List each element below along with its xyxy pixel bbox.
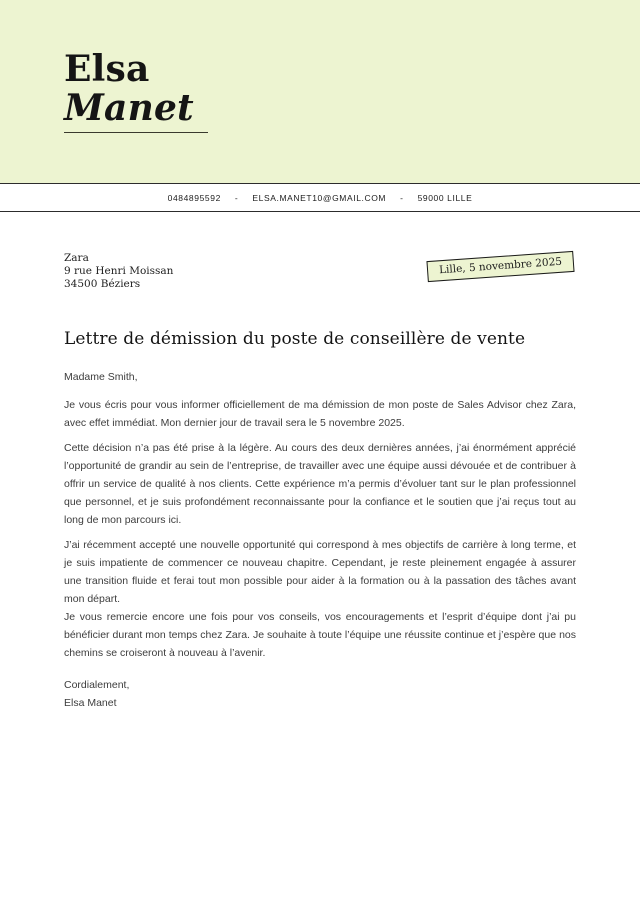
closing-block xyxy=(64,676,576,712)
contact-bar xyxy=(0,183,640,212)
meta-row xyxy=(64,252,576,291)
salutation: Madame Smith, xyxy=(64,371,138,383)
letterhead xyxy=(0,0,640,183)
recipient-city: 34500 Béziers xyxy=(64,278,141,290)
contact-phone: 0484895592 xyxy=(167,192,221,203)
contact-location: 59000 LILLE xyxy=(417,192,473,203)
letter-content xyxy=(0,212,640,712)
contact-separator: - xyxy=(234,192,239,203)
recipient-address xyxy=(64,252,173,291)
sender-name xyxy=(64,50,640,133)
recipient-company: Zara xyxy=(64,252,89,264)
paragraph: Je vous remercie encore une fois pour vos conseils, vos encouragements et l’esprit d’équipe dont j’ai pu bénéficier durant mon temps chez Zara. Je souhaite à toute l’équipe une réussite continue et j’espère que nos chemins se croiseront à nouveau à l’avenir. xyxy=(64,611,576,659)
letter-body xyxy=(64,396,576,662)
closing-word: Cordialement, xyxy=(64,679,130,691)
paragraph: Je vous écris pour vous informer officiellement de ma démission de mon poste de Sales Advisor chez Zara, avec effet immédiat. Mon dernier jour de travail sera le 5 novembre 2025. xyxy=(64,399,576,429)
sender-first-name: Elsa xyxy=(64,48,150,90)
signature-name: Elsa Manet xyxy=(64,697,117,709)
contact-email: ELSA.MANET10@GMAIL.COM xyxy=(252,192,387,203)
paragraph: J’ai récemment accepté une nouvelle opportunité qui correspond à mes objectifs de carrière à long terme, et je suis impatiente de commencer ce nouveau chapitre. Cependant, je reste pleinement engagée à assurer une transition fluide et ferai tout mon possible pour aider à la formation ou à la passation des tâches avant mon départ. xyxy=(64,539,576,605)
recipient-street: 9 rue Henri Moissan xyxy=(64,265,174,277)
paragraph: Cette décision n’a pas été prise à la légère. Au cours des deux dernières années, j’ai énormément apprécié l’opportunité de grandir au sein de l’entreprise, de travailler avec une équipe aussi dévouée et de contribuer à offrir un service de qualité à nos clients. Cette expérience m’a permis d’évoluer tant sur le plan professionnel que personnel, et je suis profondément reconnaissante pour la confiance et le soutien que j’ai reçus tout au long de mon parcours ici. xyxy=(64,442,576,526)
letter-title: Lettre de démission du poste de conseillère de vente xyxy=(64,329,526,349)
sender-last-name: Manet xyxy=(64,89,208,133)
date-badge: Lille, 5 novembre 2025 xyxy=(426,251,574,282)
contact-separator: - xyxy=(400,192,404,203)
